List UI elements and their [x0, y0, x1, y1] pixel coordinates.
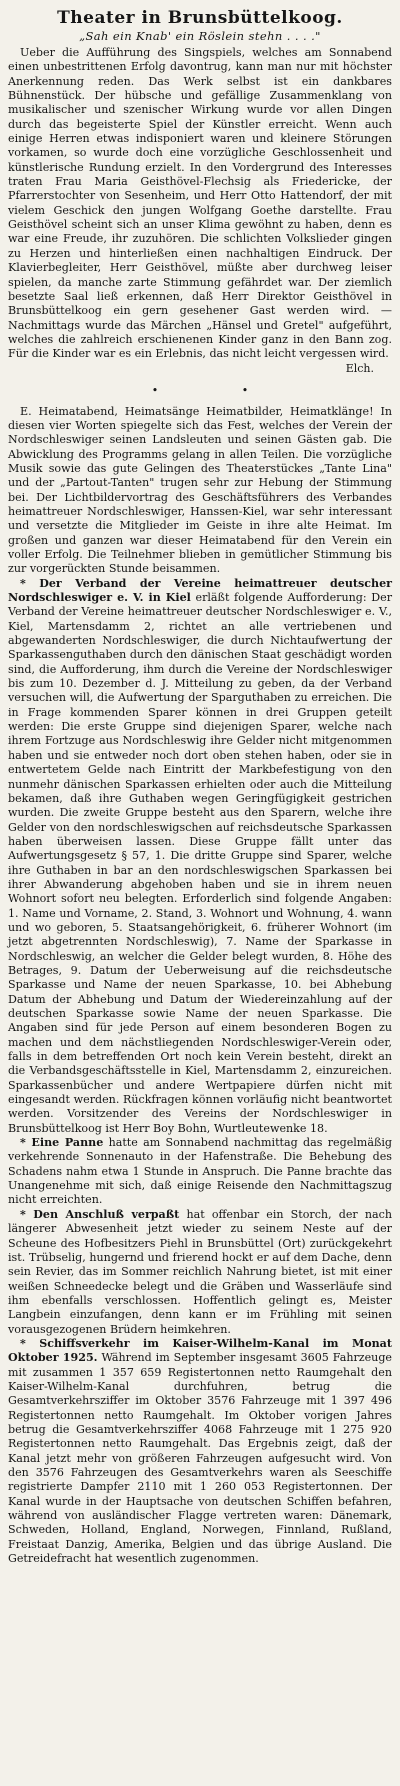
- paragraph-text: Während im September insgesamt 3605 Fahrzeuge mit zusammen 1 357 659 Registertonnen netto Raumgehalt den Kaiser-Wilhelm-Kanal durchfuhren, betrug die Gesamtverkehrsziffer im Oktober 3576 Fahrzeuge mit 1 397 496 Registertonnen netto Raumgehalt. Im Oktober vorigen Jahres betrug die Gesamtverkehrsziffer 4068 Fahrzeuge mit 1 275 920 Registertonnen netto Raumgehalt. Das Ergebnis zeigt, daß der Kanal jetzt mehr von größeren Fahrzeugen aufgesucht wird. Von den 3576 Fahrzeugen des Gesamtverkehrs waren als Seeschiffe registrierte Dampfer 2110 mit 1 260 053 Registertonnen. Der Kanal wurde in der Hauptsache von deutschen Schiffen befahren, während von ausländischer Flagge vertreten waren: Dänemark, Schweden, Holland, England, Norwegen, Finnland, Rußland, Freistaat Danzig, Amerika, Belgien und das übrige Ausland. Die Getreidefracht hat wesentlich zugenommen.: [8, 1351, 392, 1566]
- article-body: Ueber die Aufführung des Singspiels, welches am Sonnabend einen unbestrittenen Erfolg davontrug, kann man nur mit höchster Anerkennung reden. Das Werk selbst ist ein dankbares Bühnenstück. Der hübsche und gefällige Zusammenklang von musikalischer und szenischer Wirkung wurde vor allen Dingen durch das begeisterte Spiel der Künstler erreicht. Wenn auch einige Herren etwas indisponiert waren und kleinere Störungen vorkamen, so wurde doch eine vorzügliche Geschlossenheit und künstlerische Rundung erzielt. In den Vordergrund des Interesses traten Frau Maria Geisthövel-Flechsig als Friedericke, der Pfarrerstochter von Sesenheim, und Herr Otto Hattendorf, der mit vielem Geschick den jungen Wolfgang Goethe darstellte. Frau Geisthövel scheint sich an unser Klima gewöhnt zu haben, denn es war eine Freude, ihr zuzuhören. Die schlichten Volkslieder gingen zu Herzen und hinterließen einen nachhaltigen Eindruck. Der Klavierbegleiter, Herr Geisthövel, müßte aber durchweg leiser spielen, da manche zarte Stimmung gefährdet war. Der ziemlich besetzte Saal ließ erkennen, daß Herr Direktor Geisthövel in Brunsbüttelkoog ein gern gesehener Gast werden wird. — Nachmittags wurde das Märchen „Hänsel und Gretel" aufgeführt, welches die zahlreich erschienenen Kinder ganz in den Bann zog. Für die Kinder war es ein Erlebnis, das nicht leicht vergessen wird.: [8, 46, 392, 361]
- news-paragraph-schiffsverkehr: [8, 1337, 392, 1567]
- article-title: Theater in Brunsbüttelkoog.: [57, 8, 343, 28]
- paragraph-text: E. Heimatabend, Heimatsänge Heimatbilder, Heimatklänge! In diesen vier Worten spiegelte sich das Fest, welches der Verein der Nordschleswiger seinen Landsleuten und seinen Gästen gab. Die Abwicklung des Programms gelang in allen Teilen. Die vorzügliche Musik sowie das gute Gelingen des Theaterstückes „Tante Lina" und der „Partout-Tanten" trugen sehr zur Hebung der Stimmung bei. Der Lichtbildervortrag des Geschäftsführers des Verbandes heimattreuer Nordschleswiger, Hanssen-Kiel, war sehr interessant und versetzte die Mitglieder im Geiste in ihre alte Heimat. Im großen und ganzen war dieser Heimatabend für den Verein ein voller Erfolg. Die Teilnehmer blieben in gemütlicher Stimmung bis zur vorgerückten Stunde beisammen.: [8, 404, 392, 576]
- article-signature: Elch.: [345, 361, 374, 375]
- paragraph-text: erläßt folgende Aufforderung: Der Verband der Vereine heimattreuer deutscher Nordschleswiger e. V., Kiel, Martensdamm 2, richtet an alle vertriebenen und abgewanderten Nordschleswiger, die durch Nichtaufwertung der Sparkassenguthaben durch den dänischen Staat geschädigt worden sind, die Aufforderung, ihm durch die Vereine der Nordschleswiger bis zum 10. Dezember d. J. Mitteilung zu geben, da der Verband versuchen will, die Aufwertung der Sparguthaben zu erreichen. Die in Frage kommenden Sparer können in drei Gruppen geteilt werden: Die erste Gruppe sind diejenigen Sparer, welche nach ihrem Fortzuge aus Nordschleswig ihre Gelder nicht mitgenommen haben und sie entweder noch dort oben stehen haben, oder sie in entwertetem Gelde nach Eintritt der Markbefestigung von den nunmehr dänischen Sparkassen erhielten oder auch die Mitteilung bekamen, daß ihre Guthaben wegen Geringfügigkeit gestrichen wurden. Die zweite Gruppe besteht aus den Sparern, welche ihre Gelder von den nordschleswigschen auf reichsdeutsche Sparkassen haben überweisen lassen. Diese Gruppe fällt unter das Aufwertungsgesetz § 57, 1. Die dritte Gruppe sind Sparer, welche ihre Guthaben in bar an den nordschleswigschen Sparkassen bei ihrer Abwanderung abgehoben haben und sie in ihrem neuen Wohnort sofort neu belegten. Erforderlich sind folgende Angaben: 1. Name und Vorname, 2. Stand, 3. Wohnort und Wohnung, 4. wann und wo geboren, 5. Staatsangehörigkeit, 6. früherer Wohnort (im jetzt abgetrennten Nordschleswig), 7. Name der Sparkasse in Nordschleswig, an welcher die Gelder belegt wurden, 8. Höhe des Betrages, 9. Datum der Ueberweisung auf die reichsdeutsche Sparkasse und Name der neuen Sparkasse, 10. bei Abhebung Datum der Abhebung und Datum der Wiedereinzahlung auf der deutschen Sparkasse sowie Name der neuen Sparkasse. Die Angaben sind für jede Person auf einem besonderen Bogen zu machen und dem nächstliegenden Nordschleswiger-Verein oder, falls in dem betreffenden Ort noch kein Verein besteht, direkt an die Verbandsgeschäftsstelle in Kiel, Martensdamm 2, einzureichen. Sparkassenbücher und andere Wertpapiere dürfen nicht mit eingesandt werden. Rückfragen können vorläufig nicht beantwortet werden. Vorsitzender des Vereins der Nordschleswiger in Brunsbüttelkoog ist Herr Boy Bohn, Wurtleutewenke 18.: [8, 591, 392, 1135]
- news-paragraph-panne: [8, 1136, 392, 1208]
- paragraph-text: hat offenbar ein Storch, der nach längerer Abwesenheit jetzt wieder zu seinem Neste auf der Scheune des Hofbesitzers Piehl in Brunsbüttel (Ort) zurückgekehrt ist. Trübselig, hungernd und frierend hockt er auf dem Dache, denn sein Revier, das im Sommer reichlich Nahrung bietet, ist mit einer weißen Schneedecke belegt und die Gräben und Wasserläufe sind ihm ebenfalls verschlossen. Hoffentlich gelingt es, Meister Langbein einzufangen, denn kann er im Frühling mit seinen vorausgezogenen Brüdern heimkehren.: [8, 1207, 392, 1336]
- news-paragraph-verband: [8, 577, 392, 1136]
- paragraph-lead: * Eine Panne: [20, 1136, 104, 1150]
- article-subtitle: „Sah ein Knab' ein Röslein stehn . . . .": [79, 29, 321, 43]
- news-paragraph-heimatabend: [8, 405, 392, 577]
- paragraph-lead: * Schiffsverkehr im Kaiser-Wilhelm-Kanal im Monat Oktober 1925.: [8, 1336, 392, 1365]
- section-divider: • •: [151, 383, 289, 397]
- paragraph-lead: * Der Verband der Vereine heimattreuer deutscher Nordschleswiger e. V. in Kiel: [8, 576, 392, 605]
- news-paragraph-storch: [8, 1208, 392, 1337]
- paragraph-text: hatte am Sonnabend nachmittag das regelmäßig verkehrende Sonnenauto in der Hafenstraße. Die Behebung des Schadens nahm etwa 1 Stunde in Anspruch. Die Panne brachte das Unangenehme mit sich, daß einige Reisende den Nachmittagszug nicht erreichten.: [8, 1136, 392, 1207]
- paragraph-lead: * Den Anschluß verpaßt: [20, 1207, 180, 1221]
